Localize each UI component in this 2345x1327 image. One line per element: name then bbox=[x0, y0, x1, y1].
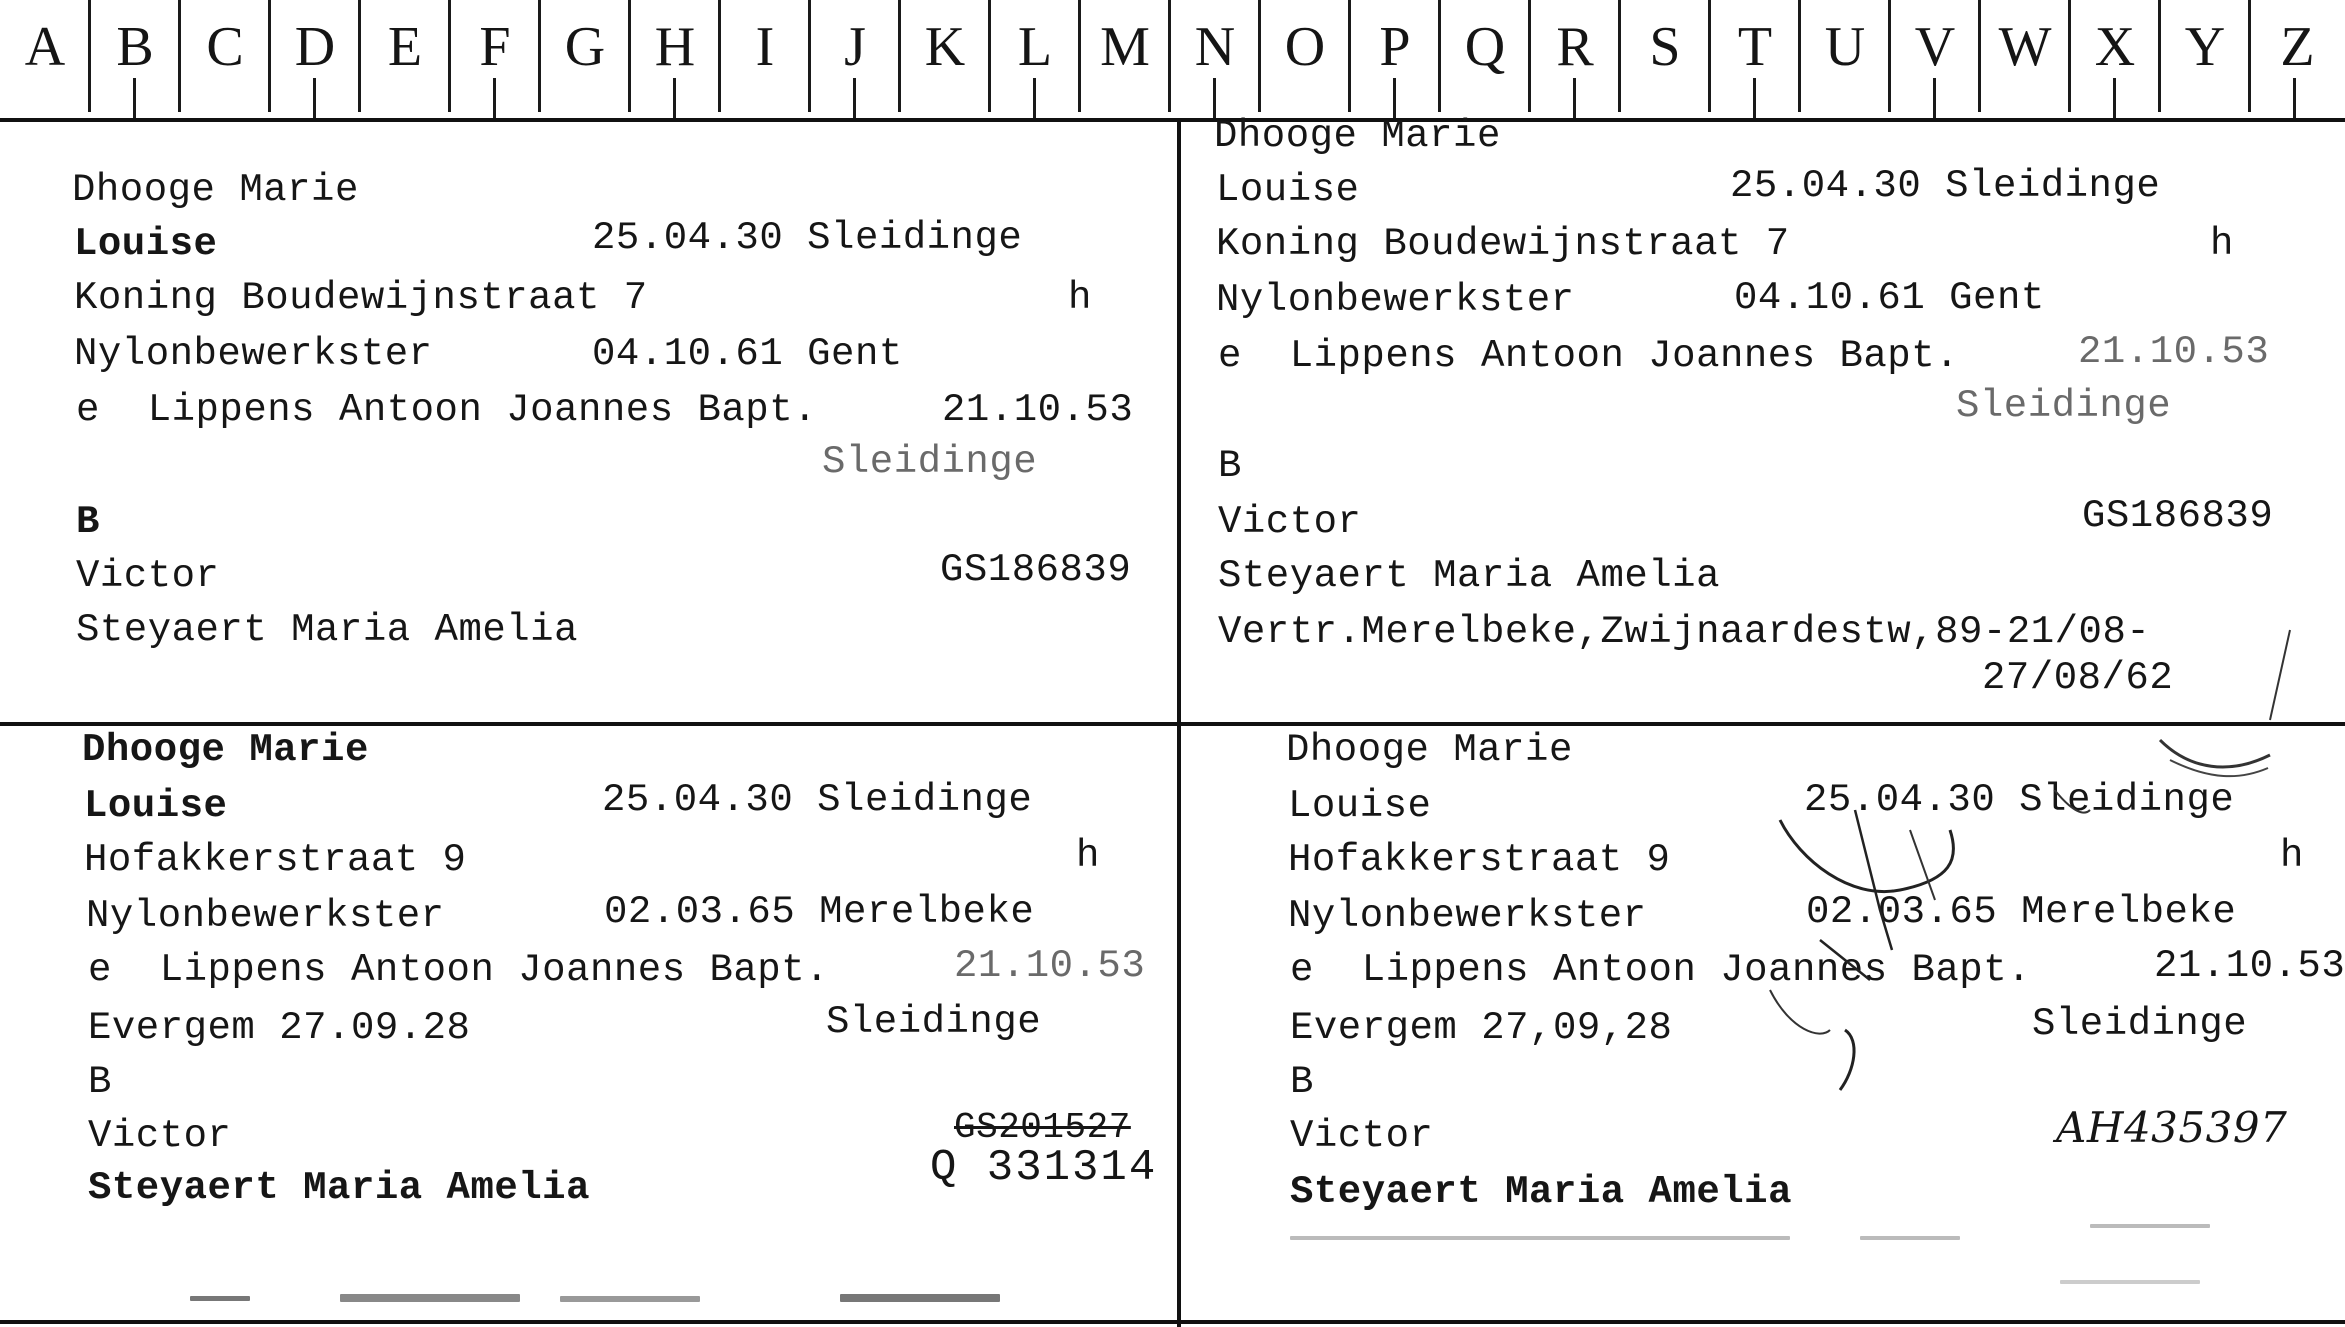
alphabet-index-strip bbox=[0, 0, 2345, 122]
card-spouse: e Lippens Antoon Joannes Bapt. bbox=[1290, 948, 2032, 992]
handwritten-scribble-mark bbox=[1760, 790, 2100, 1170]
card-spouse: e Lippens Antoon Joannes Bapt. bbox=[88, 948, 830, 992]
alpha-tab-g bbox=[540, 0, 630, 122]
alpha-divider bbox=[1708, 0, 1711, 112]
card-occupation: Nylonbewerkster bbox=[74, 332, 433, 376]
alpha-letter: U bbox=[1824, 16, 1866, 78]
card-letter: B bbox=[88, 1060, 112, 1104]
card-flag: h bbox=[2280, 834, 2304, 878]
alpha-divider bbox=[268, 0, 271, 112]
alpha-tick bbox=[1033, 78, 1036, 118]
alpha-tab-e bbox=[360, 0, 450, 122]
card-flag: h bbox=[2210, 222, 2234, 266]
alpha-divider bbox=[808, 0, 811, 112]
card-old-id-number: GS201527 bbox=[954, 1107, 1131, 1148]
card-marriage-date: 21.10.53 bbox=[2154, 944, 2345, 988]
card-horizontal-divider bbox=[0, 722, 2345, 726]
alpha-divider bbox=[2068, 0, 2071, 112]
card-birth: 25.04.30 Sleidinge bbox=[592, 216, 1023, 260]
card-flag: h bbox=[1076, 834, 1100, 878]
card-name: Dhooge Marie bbox=[82, 728, 369, 772]
alpha-tick bbox=[2113, 78, 2116, 118]
alpha-tick bbox=[2293, 78, 2296, 118]
alpha-divider bbox=[1348, 0, 1351, 112]
card-marriage-place: Sleidinge bbox=[826, 1000, 1042, 1044]
card-mother: Steyaert Maria Amelia bbox=[1290, 1170, 1792, 1214]
alpha-tab-k bbox=[900, 0, 990, 122]
alpha-divider bbox=[628, 0, 631, 112]
alpha-letter: R bbox=[1556, 16, 1594, 78]
card-marriage-place: Sleidinge bbox=[822, 440, 1038, 484]
card-note-end: 27/08/62 bbox=[1982, 656, 2174, 700]
card-parent-birth: Evergem 27.09.28 bbox=[88, 1006, 471, 1050]
card-vertical-divider bbox=[1177, 122, 1181, 1327]
alpha-divider bbox=[1078, 0, 1081, 112]
card-marriage-place: Sleidinge bbox=[2032, 1002, 2248, 1046]
card-letter: B bbox=[76, 500, 100, 544]
alpha-tick bbox=[1573, 78, 1576, 118]
card-mother: Steyaert Maria Amelia bbox=[76, 608, 578, 652]
card-id-number: Q 331314 bbox=[930, 1143, 1158, 1193]
card-given-name: Louise bbox=[1216, 168, 1360, 212]
alpha-letter: A bbox=[24, 16, 66, 78]
card-parent-birth: Evergem 27,09,28 bbox=[1290, 1006, 1673, 1050]
card-father: Victor bbox=[1218, 500, 1362, 544]
card-street: Hofakkerstraat 9 bbox=[84, 838, 467, 882]
alpha-tab-y bbox=[2160, 0, 2250, 122]
alpha-tick bbox=[853, 78, 856, 118]
card-registration-date: 02.03.65 Merelbeke bbox=[604, 890, 1035, 934]
alpha-divider bbox=[1168, 0, 1171, 112]
alpha-letter: D bbox=[294, 16, 336, 78]
card-occupation: Nylonbewerkster bbox=[1288, 894, 1647, 938]
alpha-letter: T bbox=[1737, 16, 1773, 78]
alpha-divider bbox=[718, 0, 721, 112]
alpha-divider bbox=[2248, 0, 2251, 112]
scan-speck bbox=[2090, 1224, 2210, 1228]
alpha-divider bbox=[1528, 0, 1531, 112]
scan-speck bbox=[560, 1296, 700, 1302]
card-marriage-date: 21.10.53 bbox=[942, 388, 1134, 432]
alpha-letter: E bbox=[387, 16, 423, 78]
card-father: Victor bbox=[88, 1114, 232, 1158]
scan-speck bbox=[340, 1294, 520, 1302]
card-name: Dhooge Marie bbox=[1286, 728, 1573, 772]
card-mother: Steyaert Maria Amelia bbox=[88, 1166, 590, 1210]
scan-speck bbox=[840, 1294, 1000, 1302]
card-birth: 25.04.30 Sleidinge bbox=[602, 778, 1033, 822]
card-name: Dhooge Marie bbox=[1214, 114, 1501, 158]
scan-speck bbox=[2060, 1280, 2200, 1284]
card-name: Dhooge Marie bbox=[72, 168, 359, 212]
alpha-divider bbox=[358, 0, 361, 112]
alpha-tick bbox=[1933, 78, 1936, 118]
alpha-tab-c bbox=[180, 0, 270, 122]
alpha-letter: K bbox=[924, 16, 966, 78]
alpha-tab-i bbox=[720, 0, 810, 122]
alpha-letter: H bbox=[654, 16, 696, 78]
alpha-letter: Y bbox=[2184, 16, 2226, 78]
card-given-name: Louise bbox=[74, 222, 218, 266]
card-letter: B bbox=[1290, 1060, 1314, 1104]
card-marriage-date: 21.10.53 bbox=[954, 944, 1146, 988]
card-marriage-date: 21.10.53 bbox=[2078, 330, 2270, 374]
alpha-letter: I bbox=[755, 16, 775, 78]
alpha-letter: Q bbox=[1464, 16, 1506, 78]
alpha-divider bbox=[1798, 0, 1801, 112]
alpha-strip-bottom-rule bbox=[0, 118, 2345, 122]
alpha-letter: P bbox=[1379, 16, 1411, 78]
card-occupation: Nylonbewerkster bbox=[1216, 278, 1575, 322]
card-spouse: e Lippens Antoon Joannes Bapt. bbox=[76, 388, 818, 432]
card-registration-date: 04.10.61 Gent bbox=[1734, 276, 2045, 320]
card-street: Koning Boudewijnstraat 7 bbox=[74, 276, 648, 320]
alpha-tick bbox=[493, 78, 496, 118]
alpha-divider bbox=[448, 0, 451, 112]
alpha-letter: O bbox=[1284, 16, 1326, 78]
alpha-letter: N bbox=[1194, 16, 1236, 78]
alpha-letter: J bbox=[844, 16, 866, 78]
card-id-number: AH435397 bbox=[2056, 1103, 2288, 1152]
scan-speck bbox=[190, 1296, 250, 1301]
alpha-tab-o bbox=[1260, 0, 1350, 122]
alpha-tab-u bbox=[1800, 0, 1890, 122]
alpha-tick bbox=[1393, 78, 1396, 118]
alpha-tab-w bbox=[1980, 0, 2070, 122]
alpha-tick bbox=[133, 78, 136, 118]
alpha-letter: L bbox=[1017, 16, 1053, 78]
alpha-divider bbox=[898, 0, 901, 112]
alpha-tab-m bbox=[1080, 0, 1170, 122]
card-id-number: GS186839 bbox=[2082, 494, 2274, 538]
card-flag: h bbox=[1068, 276, 1092, 320]
scan-speck bbox=[1290, 1236, 1790, 1240]
alpha-letter: W bbox=[1998, 16, 2052, 78]
scan-speck bbox=[1860, 1236, 1960, 1240]
alpha-tab-z bbox=[2250, 0, 2345, 122]
alpha-letter: C bbox=[206, 16, 244, 78]
card-occupation: Nylonbewerkster bbox=[86, 894, 445, 938]
alpha-tab-s bbox=[1620, 0, 1710, 122]
card-father: Victor bbox=[76, 554, 220, 598]
alpha-letter: Z bbox=[2280, 16, 2315, 78]
alpha-divider bbox=[1978, 0, 1981, 112]
alpha-tab-q bbox=[1440, 0, 1530, 122]
alpha-tick bbox=[313, 78, 316, 118]
alpha-letter: G bbox=[564, 16, 606, 78]
stamp-scribble-mark bbox=[2150, 720, 2280, 790]
card-note: Vertr.Merelbeke,Zwijnaardestw,89-21/08- bbox=[1218, 610, 2151, 654]
alpha-tick bbox=[1213, 78, 1216, 118]
alpha-divider bbox=[988, 0, 991, 112]
alpha-divider bbox=[178, 0, 181, 112]
card-father: Victor bbox=[1290, 1114, 1434, 1158]
alpha-letter: V bbox=[1914, 16, 1956, 78]
alpha-divider bbox=[538, 0, 541, 112]
alpha-letter: B bbox=[116, 16, 154, 78]
card-registration-date: 02.03.65 Merelbeke bbox=[1806, 890, 2237, 934]
alpha-tick bbox=[673, 78, 676, 118]
card-given-name: Louise bbox=[1288, 784, 1432, 828]
alpha-tab-a bbox=[0, 0, 90, 122]
alpha-divider bbox=[1438, 0, 1441, 112]
alpha-letter: X bbox=[2094, 16, 2136, 78]
alpha-divider bbox=[2158, 0, 2161, 112]
card-registration-date: 04.10.61 Gent bbox=[592, 332, 903, 376]
alpha-letter: F bbox=[479, 16, 511, 78]
alpha-divider bbox=[88, 0, 91, 112]
alpha-divider bbox=[1888, 0, 1891, 112]
card-birth: 25.04.30 Sleidinge bbox=[1804, 778, 2235, 822]
card-given-name: Louise bbox=[84, 784, 228, 828]
card-letter: B bbox=[1218, 444, 1242, 488]
alpha-tick bbox=[1753, 78, 1756, 118]
card-birth: 25.04.30 Sleidinge bbox=[1730, 164, 2161, 208]
alpha-letter: S bbox=[1649, 16, 1681, 78]
card-id-number: GS186839 bbox=[940, 548, 1132, 592]
edge-pen-stroke bbox=[2250, 620, 2310, 730]
card-street: Hofakkerstraat 9 bbox=[1288, 838, 1671, 882]
card-bottom-border bbox=[0, 1320, 2345, 1324]
alpha-letter: M bbox=[1100, 16, 1150, 78]
card-spouse: e Lippens Antoon Joannes Bapt. bbox=[1218, 334, 1960, 378]
alpha-divider bbox=[1258, 0, 1261, 112]
card-mother: Steyaert Maria Amelia bbox=[1218, 554, 1720, 598]
card-street: Koning Boudewijnstraat 7 bbox=[1216, 222, 1790, 266]
card-marriage-place: Sleidinge bbox=[1956, 384, 2172, 428]
alpha-divider bbox=[1618, 0, 1621, 112]
